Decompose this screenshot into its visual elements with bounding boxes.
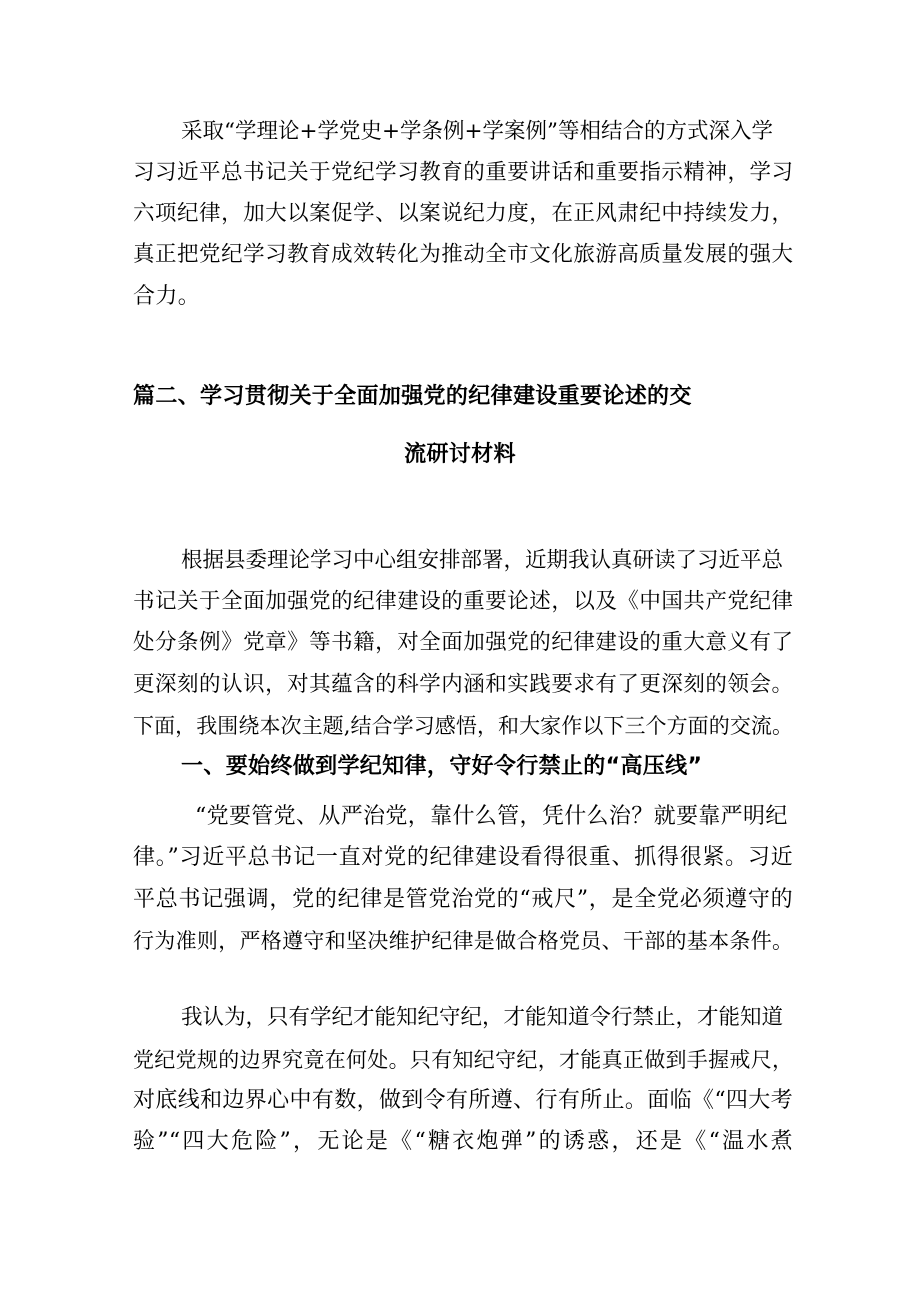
paragraph-line: 我认为，只有学纪才能知纪守纪，才能知道令行禁止，才能知道	[181, 1005, 784, 1030]
paragraph-line: 采取“学理论+学党史+学条例+学案例”等相结合的方式深入学	[181, 119, 774, 144]
paragraph-line: 根据县委理论学习中心组安排部署，近期我认真研读了习近平总	[181, 548, 784, 573]
paragraph-line: 行为准则，严格遵守和坚决维护纪律是做合格党员、干部的基本条件。	[133, 929, 793, 953]
paragraph-line: 对底线和边界心中有数，做到令有所遵、行有所止。面临《“四大考	[133, 1088, 793, 1113]
paragraph-line: 下面，我围绕本次主题,结合学习感悟，和大家作以下三个方面的交流。	[133, 714, 793, 738]
section-title-continued: 流研讨材料	[404, 442, 516, 467]
paragraph-line: 六项纪律，加大以案促学、以案说纪力度，在正风肃纪中持续发力，	[133, 201, 793, 226]
paragraph-line: “党要管党、从严治党，靠什么管，凭什么治？就要靠严明纪	[195, 804, 788, 829]
paragraph-line: 平总书记强调，党的纪律是管党治党的“戒尺”，是全党必须遵守的	[133, 887, 793, 912]
paragraph-line: 更深刻的认识，对其蕴含的科学内涵和实践要求有了更深刻的领会。	[133, 672, 793, 697]
paragraph-line: 书记关于全面加强党的纪律建设的重要论述，以及《中国共产党纪律	[133, 589, 793, 614]
paragraph-line: 党纪党规的边界究竟在何处。只有知纪守纪，才能真正做到手握戒尺，	[133, 1048, 793, 1072]
paragraph-line: 习习近平总书记关于党纪学习教育的重要讲话和重要指示精神，学习	[133, 160, 793, 185]
paragraph-line: 合力。	[133, 284, 201, 309]
section-title: 篇二、学习贯彻关于全面加强党的纪律建设重要论述的交	[133, 384, 692, 409]
paragraph-line: 律。”习近平总书记一直对党的纪律建设看得很重、抓得很紧。习近	[133, 845, 793, 870]
subheading: 一、要始终做到学纪知律，守好令行禁止的“高压线”	[181, 754, 703, 779]
paragraph-line: 处分条例》党章》等书籍，对全面加强党的纪律建设的重大意义有了	[133, 630, 793, 655]
paragraph-line: 验”“四大危险”，无论是《“糖衣炮弹”的诱惑，还是《“温水煮	[133, 1129, 793, 1154]
paragraph-line: 真正把党纪学习教育成效转化为推动全市文化旅游高质量发展的强大	[133, 242, 793, 267]
